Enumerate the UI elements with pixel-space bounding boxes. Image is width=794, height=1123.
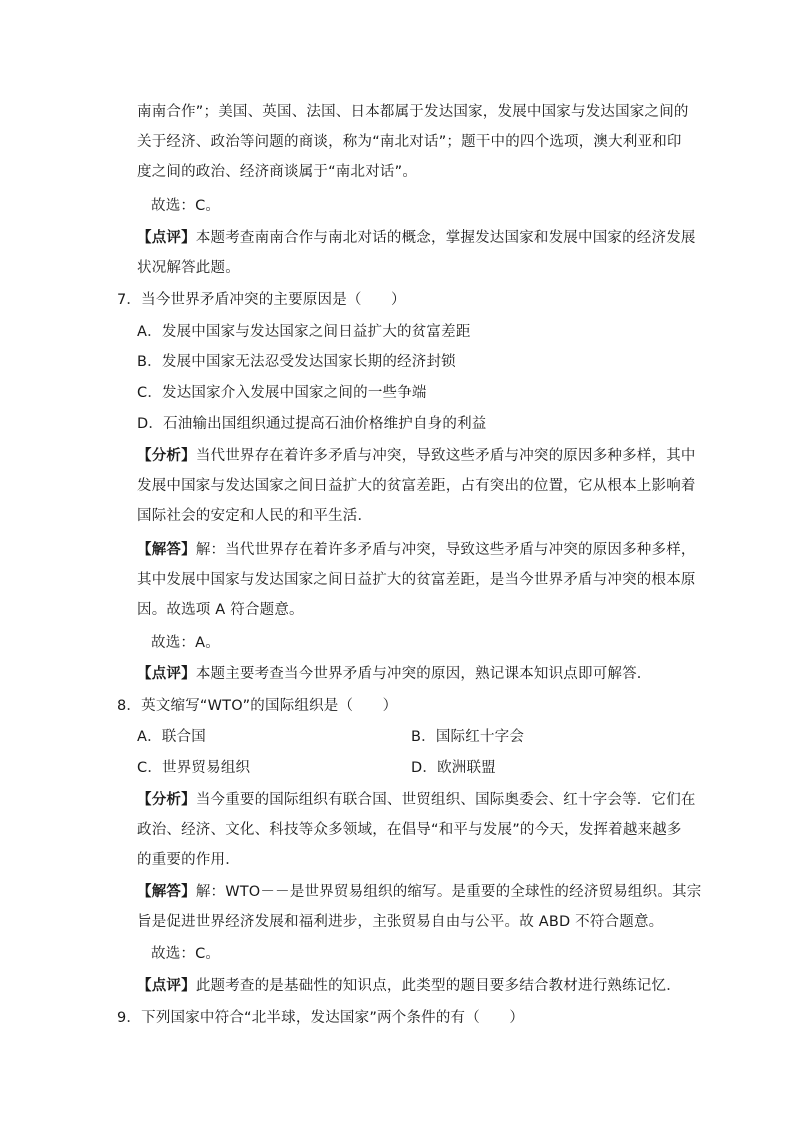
q8-analysis-line-3: 的重要的作用．	[137, 852, 240, 868]
q8-option-c: C．世界贸易组织	[137, 760, 251, 776]
q7-solution-text: 解：当代世界存在着许多矛盾与冲突，导致这些矛盾与冲突的原因多种多样，	[195, 542, 696, 558]
q7-analysis-text: 当代世界存在着许多矛盾与冲突，导致这些矛盾与冲突的原因多种多样，其中	[195, 448, 696, 464]
q7-analysis	[137, 446, 696, 466]
q8-comment	[137, 976, 681, 996]
q6-answer-line-3: 度之间的政治、经济商谈属于“南北对话”。	[137, 164, 418, 180]
q8-stem: 8．英文缩写“WTO”的国际组织是（ ）	[117, 698, 398, 714]
q7-option-d: D．石油输出国组织通过提高石油价格维护自身的利益	[137, 416, 487, 432]
q7-stem: 7．当今世界矛盾冲突的主要原因是（ ）	[117, 292, 406, 308]
q7-comment	[137, 664, 652, 684]
q6-comment	[137, 228, 696, 248]
q7-option-c: C．发达国家介入发展中国家之间的一些争端	[137, 385, 427, 401]
q8-solution-line-2: 旨是促进世界经济发展和福利进步，主张贸易自由与公平。故 ABD 不符合题意。	[137, 914, 664, 930]
q6-comment-line-2: 状况解答此题。	[137, 260, 240, 276]
q9-stem: 9．下列国家中符合“北半球，发达国家”两个条件的有（ ）	[117, 1010, 525, 1026]
analysis-tag: 【分析】	[137, 448, 196, 464]
q7-choice: 故选：A。	[151, 635, 220, 651]
q7-comment-text: 本题主要考查当今世界矛盾与冲突的原因，熟记课本知识点即可解答．	[195, 666, 652, 682]
q6-answer-line-1: 南南合作”；美国、英国、法国、日本都属于发达国家，发展中国家与发达国家之间的	[137, 104, 689, 120]
q7-solution	[137, 540, 696, 560]
q7-solution-line-2: 其中发展中国家与发达国家之间日益扩大的贫富差距，是当今世界矛盾与冲突的根本原	[137, 572, 696, 588]
q8-solution	[137, 882, 701, 902]
q6-comment-text: 本题考查南南合作与南北对话的概念，掌握发达国家和发展中国家的经济发展	[195, 230, 696, 246]
q6-choice: 故选：C。	[151, 198, 221, 214]
comment-tag: 【点评】	[137, 666, 196, 682]
q8-choice: 故选：C。	[151, 946, 221, 962]
q7-analysis-line-3: 国际社会的安定和人民的和平生活．	[137, 508, 373, 524]
q8-analysis	[137, 790, 696, 810]
q8-analysis-line-2: 政治、经济、文化、科技等众多领域，在倡导“和平与发展”的今天，发挥着越来越多	[137, 822, 682, 838]
q8-analysis-text: 当今重要的国际组织有联合国、世贸组织、国际奥委会、红十字会等．它们在	[195, 792, 696, 808]
solution-tag: 【解答】	[137, 542, 196, 558]
comment-tag: 【点评】	[137, 230, 196, 246]
q7-solution-line-3: 因。故选项 A 符合题意。	[137, 602, 304, 618]
solution-tag: 【解答】	[137, 884, 196, 900]
q8-comment-text: 此题考查的是基础性的知识点，此类型的题目要多结合教材进行熟练记忆．	[195, 978, 681, 994]
q6-answer-line-2: 关于经济、政治等问题的商谈，称为“南北对话”；题干中的四个选项，澳大利亚和印	[137, 134, 682, 150]
q8-option-b: B．国际红十字会	[411, 729, 525, 745]
q7-option-b: B．发展中国家无法忍受发达国家长期的经济封锁	[137, 354, 456, 370]
analysis-tag: 【分析】	[137, 792, 196, 808]
q7-option-a: A．发展中国家与发达国家之间日益扩大的贫富差距	[137, 324, 471, 340]
q8-option-a: A．联合国	[137, 729, 206, 745]
q7-analysis-line-2: 发展中国家与发达国家之间日益扩大的贫富差距，占有突出的位置，它从根本上影响着	[137, 478, 696, 494]
q8-option-d: D．欧洲联盟	[411, 760, 496, 776]
q8-solution-text: 解：WTO－－是世界贸易组织的缩写。是重要的全球性的经济贸易组织。其宗	[195, 884, 702, 900]
comment-tag: 【点评】	[137, 978, 196, 994]
